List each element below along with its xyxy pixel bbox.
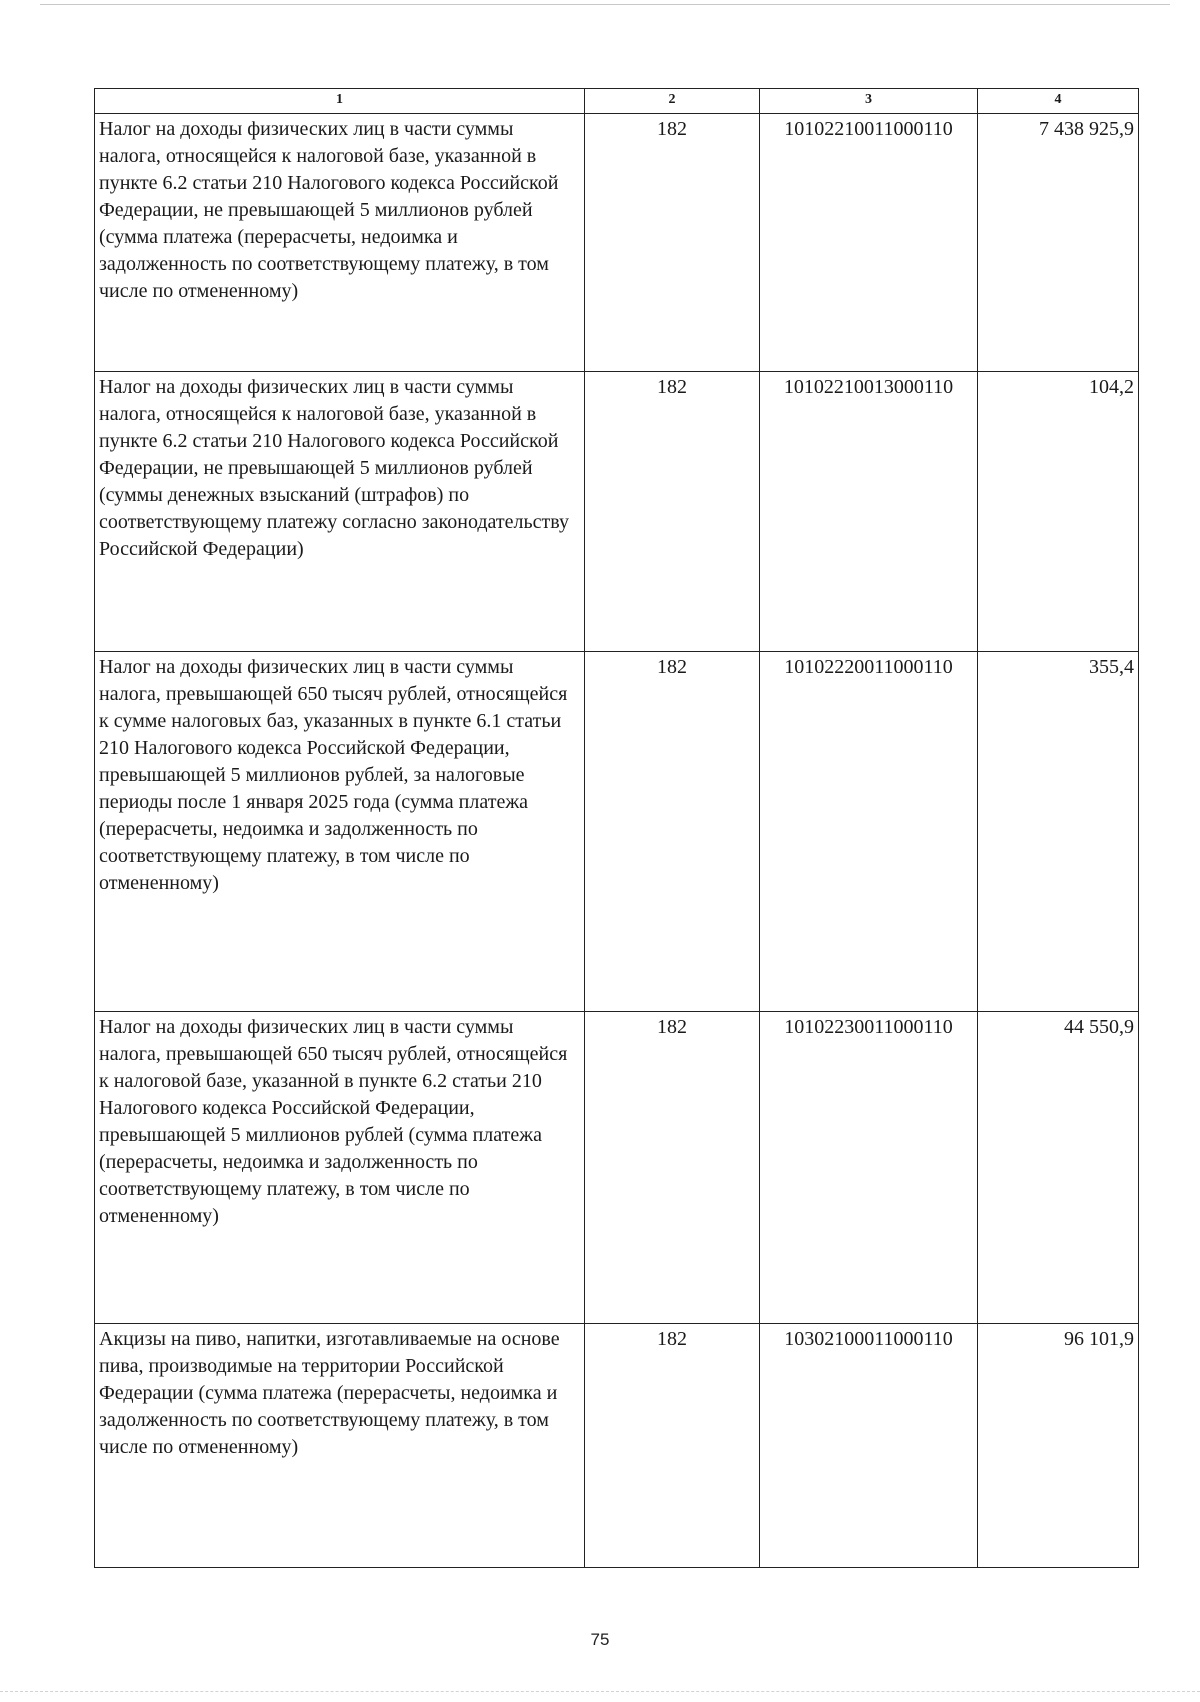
revenue-table: [94, 88, 1139, 1568]
row-admin-code: 182: [585, 1012, 760, 1324]
header-col-1: 1: [95, 89, 585, 114]
row-kbk: 10102210011000110: [760, 114, 978, 372]
row-name: Налог на доходы физических лиц в части суммы налога, относящейся к налоговой базе, указанной в пункте 6.2 статьи 210 Налогового кодекса Российской Федерации, не превышающей 5 миллионов рублей (суммы денежных взысканий (штрафов) по соответствующему платежу согласно законодательству Российской Федерации): [95, 372, 585, 652]
row-admin-code: 182: [585, 114, 760, 372]
table-row: [95, 652, 1139, 1012]
table-row: [95, 114, 1139, 372]
header-col-3: 3: [760, 89, 978, 114]
row-admin-code: 182: [585, 1324, 760, 1568]
scan-bottom-edge: [0, 1691, 1200, 1692]
table-row: [95, 1324, 1139, 1568]
row-kbk: 10302100011000110: [760, 1324, 978, 1568]
row-name: Акцизы на пиво, напитки, изготавливаемые на основе пива, производимые на территории Российской Федерации (сумма платежа (перерасчеты, недоимка и задолженность по соответствующему платежу, в том числе по отмененному): [95, 1324, 585, 1568]
page-number: 75: [590, 1630, 610, 1649]
row-kbk: 10102210013000110: [760, 372, 978, 652]
row-sum: 44 550,9: [978, 1012, 1139, 1324]
row-sum: 7 438 925,9: [978, 114, 1139, 372]
row-admin-code: 182: [585, 652, 760, 1012]
table-row: [95, 372, 1139, 652]
row-kbk: 10102220011000110: [760, 652, 978, 1012]
row-name: Налог на доходы физических лиц в части суммы налога, относящейся к налоговой базе, указанной в пункте 6.2 статьи 210 Налогового кодекса Российской Федерации, не превышающей 5 миллионов рублей (сумма платежа (перерасчеты, недоимка и задолженность по соответствующему платежу, в том числе по отмененному): [95, 114, 585, 372]
row-name: Налог на доходы физических лиц в части суммы налога, превышающей 650 тысяч рублей, относящейся к сумме налоговых баз, указанных в пункте 6.1 статьи 210 Налогового кодекса Российской Федерации, превышающей 5 миллионов рублей, за налоговые периоды после 1 января 2025 года (сумма платежа (перерасчеты, недоимка и задолженность по соответствующему платежу, в том числе по отмененному): [95, 652, 585, 1012]
row-sum: 104,2: [978, 372, 1139, 652]
table-row: [95, 1012, 1139, 1324]
row-sum: 355,4: [978, 652, 1139, 1012]
row-kbk: 10102230011000110: [760, 1012, 978, 1324]
row-sum: 96 101,9: [978, 1324, 1139, 1568]
row-admin-code: 182: [585, 372, 760, 652]
row-name: Налог на доходы физических лиц в части суммы налога, превышающей 650 тысяч рублей, относящейся к налоговой базе, указанной в пункте 6.2 статьи 210 Налогового кодекса Российской Федерации, превышающей 5 миллионов рублей (сумма платежа (перерасчеты, недоимка и задолженность по соответствующему платежу, в том числе по отмененному): [95, 1012, 585, 1324]
header-col-4: 4: [978, 89, 1139, 114]
header-col-2: 2: [585, 89, 760, 114]
header-row: [95, 89, 1139, 114]
scan-top-edge: [40, 4, 1170, 5]
